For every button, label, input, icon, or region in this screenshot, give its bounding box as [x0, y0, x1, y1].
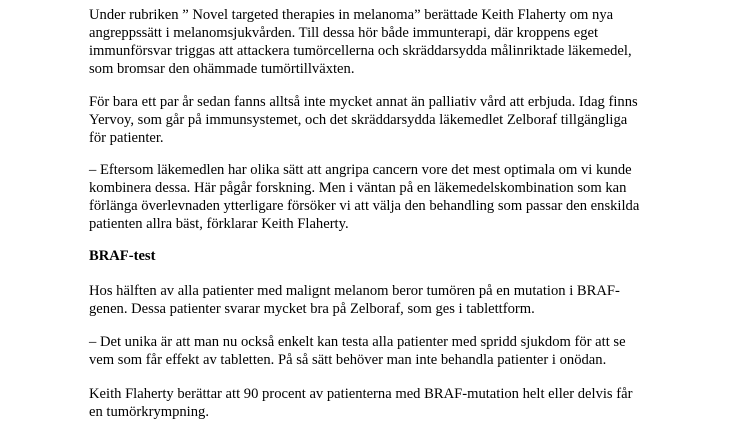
text-line: – Eftersom läkemedlen har olika sätt att angripa cancern vore det mest optimala om vi kunde: [89, 162, 632, 178]
paragraph-results: [89, 385, 689, 421]
text-line: kombinera dessa. Här pågår forskning. Men i väntan på en läkemedelskombination som kan: [89, 180, 627, 196]
paragraph-quote-combination: [89, 161, 689, 233]
text-line: en tumörkrympning.: [89, 404, 209, 420]
text-line: för patienter.: [89, 130, 164, 146]
text-line: angreppssätt i melanomsjukvården. Till dessa hör både immunterapi, där kroppens eget: [89, 25, 599, 41]
text-line: För bara ett par år sedan fanns alltså inte mycket annat än palliativ vård att erbjuda. Idag finns: [89, 94, 638, 110]
text-line: som bromsar den ohämmade tumörtillväxten.: [89, 61, 355, 77]
text-line: Keith Flaherty berättar att 90 procent av patienterna med BRAF-mutation helt eller delvis får: [89, 386, 633, 402]
text-line: Hos hälften av alla patienter med malignt melanom beror tumören på en mutation i BRAF-: [89, 283, 620, 299]
text-line: patienten allra bäst, förklarar Keith Flaherty.: [89, 216, 349, 232]
text-line: förlänga överlevnaden ytterligare försöker vi att välja den behandling som passar den enskilda: [89, 198, 640, 214]
paragraph-intro: [89, 6, 689, 78]
section-heading: [89, 247, 689, 265]
text-line: immunförsvar triggas att attackera tumörcellerna och skräddarsydda målinriktade läkemedel,: [89, 43, 632, 59]
text-line: vem som får effekt av tabletten. På så sätt behöver man inte behandla patienter i onödan.: [89, 352, 607, 368]
paragraph-treatments: [89, 93, 689, 147]
paragraph-braf: [89, 282, 689, 318]
text-line: genen. Dessa patienter svarar mycket bra på Zelboraf, som ges i tablettform.: [89, 301, 535, 317]
text-line: Yervoy, som går på immunsystemet, och det skräddarsydda läkemedlet Zelboraf tillgängliga: [89, 112, 628, 128]
heading-text: BRAF-test: [89, 248, 156, 264]
text-line: – Det unika är att man nu också enkelt kan testa alla patienter med spridd sjukdom för att se: [89, 334, 626, 350]
paragraph-quote-testing: [89, 333, 689, 369]
text-line: Under rubriken ” Novel targeted therapies in melanoma” berättade Keith Flaherty om nya: [89, 7, 614, 23]
